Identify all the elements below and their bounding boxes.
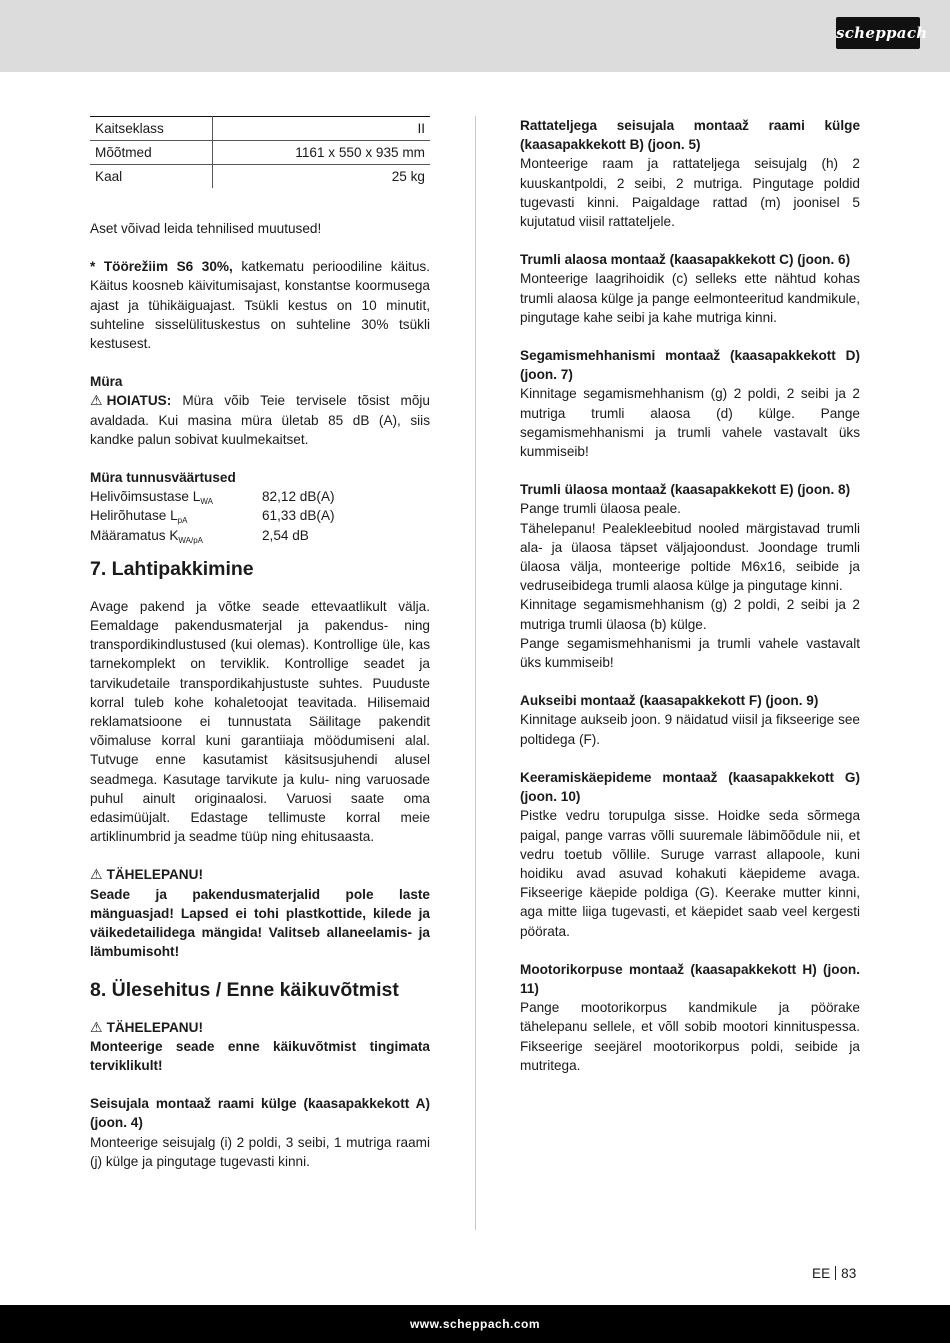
- spec-label: Mõõtmed: [95, 145, 152, 160]
- assembly-step-heading: Segamismehhanismi montaaž (kaasapakkekott D) (joon. 7): [520, 348, 860, 383]
- assembly-step-heading: Aukseibi montaaž (kaasapakkekott F) (joon. 9): [520, 693, 819, 709]
- noise-value: 61,33 dB(A): [262, 508, 335, 524]
- duty-cycle-text: katkematu perioodiline käitus. Käitus koosneb käivitumisajast, konstantse koormusega ajast ja tühikäiguajast. Tsükli kestus on 10 minutit, suhteline sisselülituskestus on suhteline 30% tsükli kestusest.: [90, 259, 431, 352]
- duty-cycle-paragraph: [90, 257, 430, 353]
- attention-heading: ⚠ TÄHELEPANU!: [90, 1018, 430, 1037]
- attention-text: Monteerige seade enne käikuvõtmist tingimata terviklikult!: [90, 1038, 430, 1073]
- table-row: [90, 165, 430, 189]
- assembly-step-text: Pange mootorikorpus kandmikule ja pöörake tähelepanu sellele, et võll sobib mootori kinnituspessa. Fikseerige seejärel mootorikorpus poldi, seibide ja mutritega.: [520, 1000, 860, 1073]
- section-8-heading: 8. Ülesehitus / Enne käikuvõtmist: [90, 978, 399, 1001]
- noise-label: Helirõhutase $L_{pA}$: [90, 508, 188, 526]
- spec-value: II: [213, 117, 430, 141]
- warning-icon: ⚠: [90, 866, 103, 883]
- noise-values-heading: Müra tunnusväärtused: [90, 470, 236, 486]
- attention-heading: ⚠ TÄHELEPANU!: [90, 865, 430, 884]
- warning-label: HOIATUS:: [106, 393, 172, 409]
- assembly-step-text: Pistke vedru torupulga sisse. Hoidke seda sõrmega paigal, pange varras võlli suuremale läbimõõdule nii, et vedru toetub võllile. Suruge varrast allapoole, kuni hoidiku avad asuvad kohakuti käepideme avaga. Fikseerige käepide poldiga (G). Keerake mutter kinni, aga mitte liiga tugevasti, et käepidet saab veel kergesti pöörata.: [520, 808, 860, 939]
- duty-cycle-label: * Töörežiim S6 30%,: [90, 259, 233, 275]
- noise-value: 82,12 dB(A): [262, 489, 335, 505]
- assembly-step-text: Pange segamismehhanismi ja trumli vahele vastavalt üks kummiseib!: [520, 635, 860, 671]
- warning-icon: ⚠: [90, 1018, 103, 1035]
- table-row: [90, 117, 430, 141]
- noise-warning: [90, 391, 430, 449]
- noise-values: [90, 487, 430, 545]
- spec-value: 25 kg: [213, 165, 430, 189]
- assembly-step-heading: Mootorikorpuse montaaž (kaasapakkekott H) (joon. 11): [520, 961, 860, 996]
- attention-text: Seade ja pakendusmaterjalid pole laste mänguasjad! Lapsed ei tohi plastkottide, kilede ja väikedetailidega mängida! Valitseb allaneelamis- ja lämbumisoht!: [90, 886, 430, 960]
- right-column: [520, 116, 860, 1075]
- page-number: EE 83: [812, 1266, 857, 1281]
- noise-label: Helivõimsustase $L_{WA}$: [90, 489, 213, 507]
- assembly-step-text: Tähelepanu! Pealekleebitud nooled märgistavad trumli ala- ja ülaosa täpset väljajoondust. Joondage trumli ülaosa välja, monteerige poltide M6x16, seibide ja vedruseibidega trumli alaosa külge ja pingutage kinni.: [520, 520, 860, 594]
- spec-table: [90, 116, 430, 188]
- scheppach-logo: scheppach: [836, 17, 920, 49]
- assembly-step-text: Kinnitage aukseib joon. 9 näidatud viisil ja fikseerige see poltidega (F).: [520, 712, 860, 747]
- table-row: [90, 141, 430, 165]
- stand-assembly-text: Monteerige seisujalg (i) 2 poldi, 3 seibi, 1 mutriga raami (j) külge ja pingutage tugevasti kinni.: [90, 1134, 430, 1169]
- warning-icon: ⚠: [90, 392, 103, 409]
- warning-text: Müra võib Teie tervisele tõsist mõju avaldada. Kui masina müra ületab 85 dB (A), siis kandke palun sobivat kuulmekaitset.: [90, 393, 430, 447]
- spec-value: 1161 x 550 x 935 mm: [213, 141, 430, 165]
- column-divider: [475, 116, 476, 1230]
- tech-changes-note: Aset võivad leida tehnilised muutused!: [90, 221, 322, 236]
- section-7-heading: 7. Lahtipakkimine: [90, 557, 254, 580]
- unpacking-text: Avage pakend ja võtke seade ettevaatlikult välja. Eemaldage pakendusmaterjal ja pakendus- ning transpordikindlustused (kui olemas). Kontrollige üle, kas tarnekomplekt on terviklik. Kontrollige seadet ja tarvikudetaile transpordikahjustuste suhtes. Puuduste korral tuleb kohe kohaletoojat teavitada. Hilisemaid reklamatsioone ei tunnustata Säilitage pakendit võimaluse korral kuni garantiiaja möödumiseni alal. Tutvuge enne kasutamist käsitsusjuhendi alusel seadmega. Kasutage tarvikute ja kulu- ning varuosade puhul ainult originaalosi. Varuosi saate oma edasimüüjalt. Edastage tellimuste korral meie artiklinumbrid ja seadme tüüp ning ehitusaasta.: [90, 598, 430, 845]
- assembly-step-heading: Keeramiskäepideme montaaž (kaasapakkekott G) (joon. 10): [520, 769, 860, 805]
- website-link[interactable]: www.scheppach.com: [409, 1317, 541, 1331]
- top-bar: [0, 0, 950, 72]
- left-column: [90, 116, 430, 1171]
- assembly-step-heading: Trumli ülaosa montaaž (kaasapakkekott E) (joon. 8): [520, 482, 851, 498]
- assembly-step-heading: Trumli alaosa montaaž (kaasapakkekott C) (joon. 6): [520, 252, 851, 268]
- footer-bar: [0, 1305, 950, 1343]
- assembly-step-text: Monteerige raam ja rattateljega seisujalg (h) 2 kuuskantpoldi, 2 seibi, 2 mutriga. Pingutage poldid tugevasti kinni. Paigaldage rattad (m) joonisel 5 kujutatud viisil rattateljele.: [520, 156, 860, 230]
- assembly-step-text: Monteerige laagrihoidik (c) selleks ette nähtud kohas trumli alaosa külge ja pange eelmonteeritud kandmikule, pingutage kahe seibi ja kahe mutriga kinni.: [520, 271, 860, 325]
- noise-value: 2,54 dB: [262, 527, 309, 543]
- noise-heading: Müra: [90, 374, 123, 390]
- stand-assembly-heading: Seisujala montaaž raami külge (kaasapakkekott A) (joon. 4): [90, 1096, 430, 1131]
- assembly-step-text: Kinnitage segamismehhanism (g) 2 poldi, 2 seibi ja 2 mutriga trumli alaosa (d) külge. Pange segamismehhanismi ja trumli vahele vastavalt üks kummiseib!: [520, 386, 860, 460]
- spec-label: Kaitseklass: [95, 121, 164, 136]
- assembly-step-text: Kinnitage segamismehhanism (g) 2 poldi, 2 seibi ja 2 mutriga trumli ülaosa (b) külge.: [520, 597, 860, 632]
- assembly-step-text: Pange trumli ülaosa peale.: [520, 501, 681, 517]
- assembly-step-heading: Rattateljega seisujala montaaž raami külge (kaasapakkekott B) (joon. 5): [520, 118, 860, 153]
- noise-label: Määramatus $K_{WA/pA}$: [90, 527, 204, 545]
- spec-label: Kaal: [95, 169, 123, 184]
